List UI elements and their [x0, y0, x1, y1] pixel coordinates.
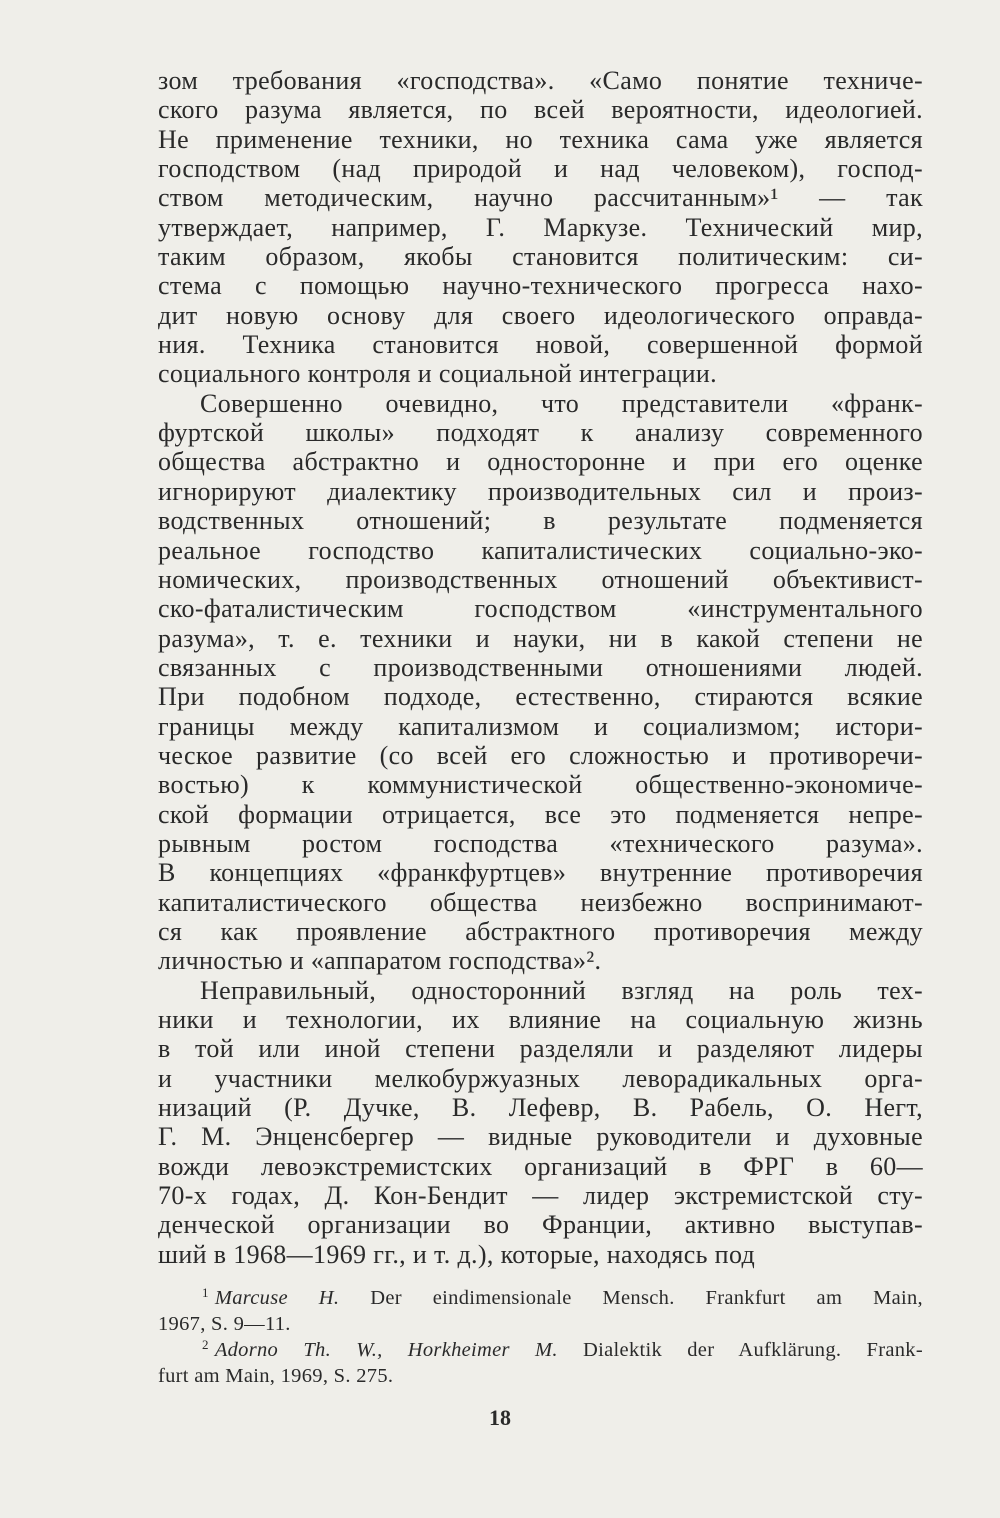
text-line: разума», т. е. техники и науки, ни в какой степени не — [158, 623, 923, 653]
text-line: ся как проявление абстрактного противоречия между — [158, 916, 923, 946]
page-number: 18 — [489, 1405, 511, 1430]
footnote-text: Dialektik der Aufklärung. Frank- — [583, 1339, 923, 1361]
footnote-text: Der eindimensionale Mensch. Frankfurt am Main, — [370, 1287, 923, 1309]
text-line: и участники мелкобуржуазных леворадикальных орга- — [158, 1063, 923, 1093]
text-line: в той или иной степени разделяли и разделяют лидеры — [158, 1034, 923, 1064]
text-line: ший в 1968—1969 гг., и т. д.), которые, находясь под — [158, 1239, 756, 1269]
text-line: реальное господство капиталистических социально-эко- — [158, 535, 923, 565]
text-line: фуртской школы» подходят к анализу современного — [158, 418, 923, 448]
text-line: ско-фаталистическим господством «инструментального — [158, 594, 923, 624]
footnote-author: Marcuse H. — [214, 1287, 340, 1309]
text-line: границы между капитализмом и социализмом; истори- — [158, 711, 923, 741]
text-line: игнорируют диалектику производительных сил и произ- — [158, 476, 923, 506]
text-line: социального контроля и социальной интеграции. — [158, 359, 718, 389]
footnote-number: 1 — [202, 1285, 209, 1300]
footnote — [158, 1337, 923, 1389]
text-line: рывным ростом господства «технического разума». — [158, 828, 923, 858]
text-line: востью) к коммунистической общественно-экономиче- — [158, 770, 923, 800]
text-line: ского разума является, по всей вероятности, идеологией. — [158, 95, 923, 125]
text-line: связанных с производственными отношениями людей. — [158, 652, 923, 682]
text-line: вожди левоэкстремистских организаций в ФРГ в 60— — [158, 1151, 923, 1181]
text-line: водственных отношений; в результате подменяется — [158, 506, 923, 536]
footnote — [158, 1285, 923, 1337]
text-line: личностью и «аппаратом господства»². — [158, 946, 602, 976]
text-line: Неправильный, односторонний взгляд на роль тех- — [200, 975, 923, 1005]
text-line: ния. Техника становится новой, совершенной формой — [158, 330, 923, 360]
footnotes — [158, 1285, 923, 1389]
text-line: Совершенно очевидно, что представители «франк- — [200, 388, 923, 418]
text-line: 70-х годах, Д. Кон-Бендит — лидер экстремистской сту- — [158, 1181, 923, 1211]
text-line: господством (над природой и над человеком), господ- — [158, 154, 923, 184]
text-line: капиталистического общества неизбежно воспринимают- — [158, 887, 923, 917]
text-line: дит новую основу для своего идеологического оправда- — [158, 300, 923, 330]
text-line: ники и технологии, их влияние на социальную жизнь — [158, 1005, 923, 1034]
text-line: При подобном подходе, естественно, стираются всякие — [158, 682, 923, 712]
paragraph — [158, 66, 923, 389]
text-line: низаций (Р. Дучке, В. Лефевр, В. Рабель, О. Негт, — [158, 1093, 923, 1123]
paragraph — [158, 976, 923, 1269]
footnote-line: furt am Main, 1969, S. 275. — [158, 1365, 394, 1387]
paragraph — [158, 389, 923, 976]
text-line: таким образом, якобы становится политическим: си- — [158, 242, 923, 272]
footnote-line — [158, 1285, 923, 1311]
text-line: ством методическим, научно рассчитанным»¹ — так — [158, 183, 923, 213]
text-line: денческой организации во Франции, активно выступав- — [158, 1210, 923, 1240]
text-line: ской формации отрицается, все это подменяется непре- — [158, 799, 923, 829]
text-line: ческое развитие (со всей его сложностью и противоречи- — [158, 740, 923, 770]
text-line: зом требования «господства». «Само понятие техниче- — [158, 66, 923, 95]
text-line: номических, производственных отношений объективист- — [158, 564, 923, 594]
main-text — [158, 66, 923, 1269]
footnote-line: 1967, S. 9—11. — [158, 1313, 291, 1335]
text-line: Не применение техники, но техника сама уже является — [158, 124, 923, 154]
footnote-number: 2 — [202, 1337, 209, 1352]
text-line: общества абстрактно и односторонне и при его оценке — [158, 447, 923, 477]
text-line: утверждает, например, Г. Маркузе. Технический мир, — [158, 212, 923, 242]
footnote-line — [158, 1337, 923, 1363]
text-line: Г. М. Энценсбергер — видные руководители и духовные — [158, 1122, 923, 1152]
footnote-author: Adorno Th. W., Horkheimer M. — [214, 1339, 558, 1361]
text-line: стема с помощью научно-технического прогресса нахо- — [158, 271, 923, 301]
text-line: В концепциях «франкфуртцев» внутренние противоречия — [158, 858, 923, 888]
